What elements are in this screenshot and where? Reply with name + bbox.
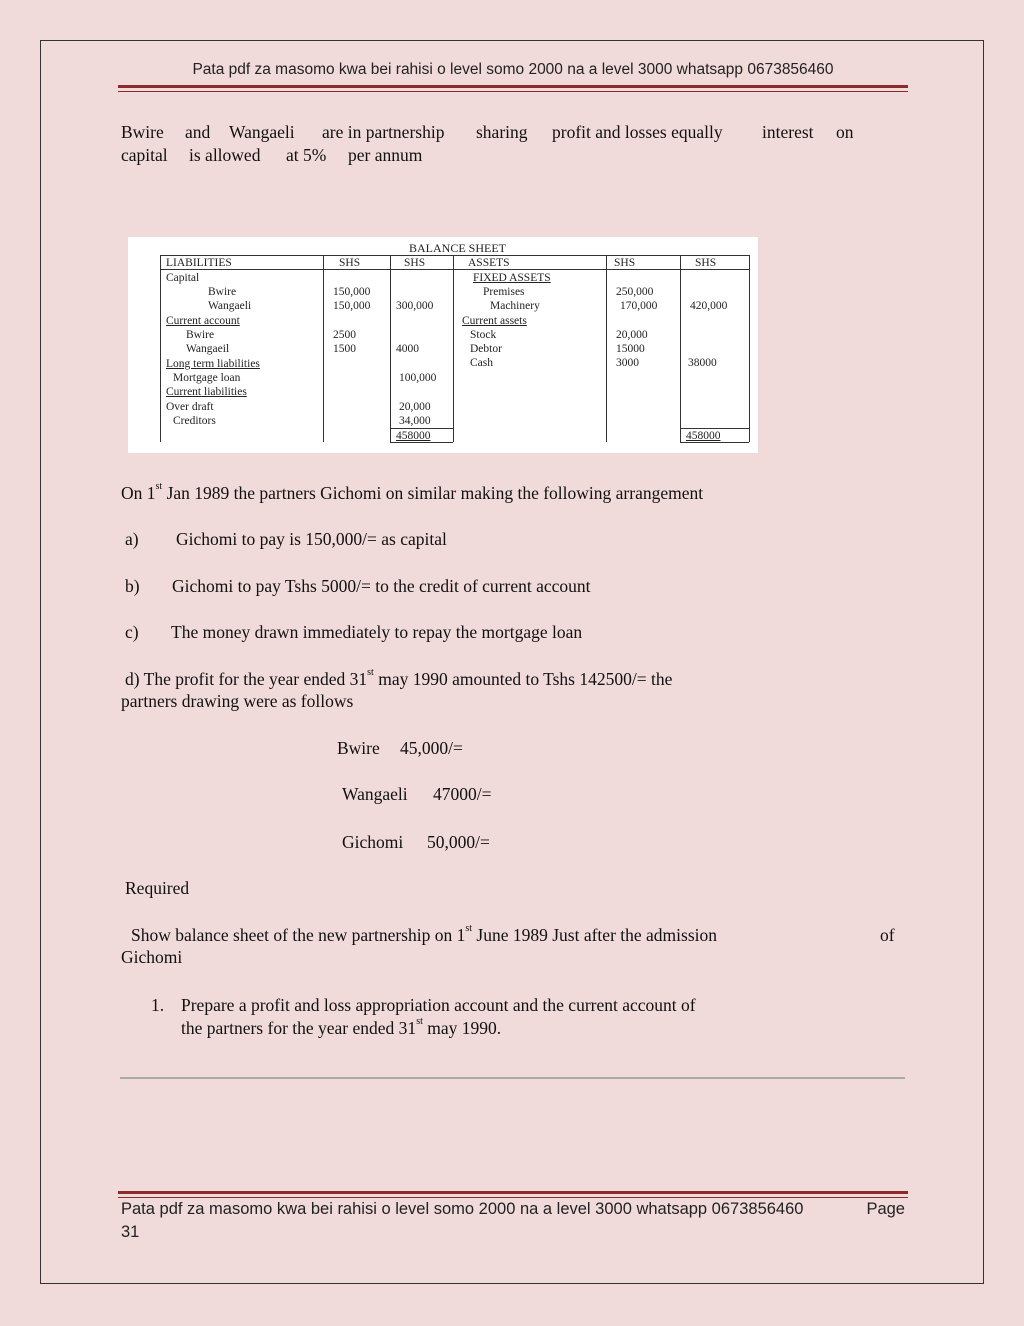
long-term-label: Long term liabilities	[166, 358, 260, 370]
intro-word: at 5%	[286, 145, 327, 165]
drawing-amount: 50,000/=	[427, 832, 490, 852]
current-account-label: Current account	[166, 315, 240, 327]
header-assets: ASSETS	[468, 257, 510, 269]
balance-sheet-title: BALANCE SHEET	[409, 241, 506, 255]
machinery-label: Machinery	[490, 300, 540, 312]
creditors-value: 34,000	[399, 415, 431, 427]
intro-word: per annum	[348, 145, 423, 165]
table-divider	[680, 255, 681, 442]
drawing-amount: 47000/=	[433, 784, 492, 804]
premises-label: Premises	[483, 286, 525, 298]
debtor-label: Debtor	[470, 343, 502, 355]
intro-word: interest	[762, 122, 814, 142]
intro-word: capital	[121, 145, 168, 165]
cash-value: 3000	[616, 357, 639, 369]
intro-word: are in partnership	[322, 122, 445, 142]
item-b-label: b)	[125, 576, 140, 596]
capital-wangaeli-value: 150,000	[333, 300, 371, 312]
table-border	[160, 255, 161, 442]
current-assets-total: 38000	[688, 357, 717, 369]
drawing-name: Bwire	[337, 738, 380, 758]
intro-word: on	[836, 122, 854, 142]
show-line1: Show balance sheet of the new partnership on 1st June 1989 Just after the admission	[131, 923, 717, 945]
header-shs: SHS	[404, 257, 426, 269]
content-end-rule	[120, 1077, 905, 1079]
header-rule-thin	[118, 91, 908, 92]
intro-word: Bwire	[121, 122, 164, 142]
intro-word: profit and losses equally	[552, 122, 723, 142]
drawing-name: Gichomi	[342, 832, 404, 852]
overdraft-value: 20,000	[399, 401, 431, 413]
page-number: 31	[121, 1223, 140, 1241]
header-liabilities: LIABILITIES	[166, 257, 232, 269]
capital-wangaeli: Wangaeli	[208, 300, 252, 312]
table-divider	[606, 255, 607, 442]
list-item-line2: the partners for the year ended 31st may 1990.	[181, 1016, 502, 1038]
show-of: of	[880, 925, 895, 945]
show-line2: Gichomi	[121, 947, 183, 967]
stock-label: Stock	[470, 329, 497, 341]
header-rule	[118, 85, 908, 88]
capital-total: 300,000	[396, 300, 434, 312]
list-item-line1: Prepare a profit and loss appropriation account and the current account of	[181, 995, 696, 1015]
table-header-rule	[160, 269, 750, 270]
item-a-label: a)	[125, 529, 139, 549]
paragraph-arrangement: On 1st Jan 1989 the partners Gichomi on similar making the following arrangement	[121, 481, 704, 503]
list-number: 1.	[151, 995, 165, 1015]
footer-page-word: Page	[866, 1200, 905, 1218]
capital-bwire: Bwire	[208, 286, 237, 298]
table-divider	[453, 255, 454, 442]
premises-value: 250,000	[616, 286, 654, 298]
liabilities-total: 458000	[396, 430, 431, 442]
drawing-name: Wangaeli	[342, 784, 408, 804]
debtor-value: 15000	[616, 343, 645, 355]
capital-bwire-value: 150,000	[333, 286, 371, 298]
required-heading: Required	[125, 878, 190, 898]
header-shs: SHS	[339, 257, 361, 269]
intro-word: is allowed	[189, 145, 261, 165]
page-footer	[121, 1198, 911, 1244]
fixed-assets-total: 420,000	[690, 300, 728, 312]
intro-word: and	[185, 122, 211, 142]
ca-bwire: Bwire	[186, 329, 215, 341]
item-a-text: Gichomi to pay is 150,000/= as capital	[176, 529, 447, 549]
table-border	[749, 255, 750, 442]
ca-total: 4000	[396, 343, 419, 355]
footer-rule	[118, 1191, 908, 1194]
page-header: Pata pdf za masomo kwa bei rahisi o level somo 2000 na a level 3000 whatsapp 0673856460	[192, 61, 834, 78]
overdraft-label: Over draft	[166, 401, 214, 413]
ca-bwire-value: 2500	[333, 329, 356, 341]
item-c-label: c)	[125, 622, 139, 642]
mortgage-label: Mortgage loan	[173, 372, 241, 384]
mortgage-value: 100,000	[399, 372, 437, 384]
machinery-value: 170,000	[620, 300, 658, 312]
capital-label: Capital	[166, 272, 200, 284]
table-divider	[323, 255, 324, 442]
intro-word: Wangaeli	[229, 122, 295, 142]
page-frame	[40, 40, 984, 1284]
fixed-assets-label: FIXED ASSETS	[473, 272, 551, 284]
table-divider	[390, 255, 391, 442]
cash-label: Cash	[470, 357, 493, 369]
drawing-amount: 45,000/=	[400, 738, 463, 758]
item-c-text: The money drawn immediately to repay the mortgage loan	[171, 622, 583, 642]
balance-sheet-table	[128, 237, 758, 453]
creditors-label: Creditors	[173, 415, 216, 427]
table-top-rule	[160, 255, 750, 256]
item-b-text: Gichomi to pay Tshs 5000/= to the credit of current account	[172, 576, 591, 596]
ca-wangaeli: Wangaeil	[186, 343, 230, 355]
header-shs: SHS	[695, 257, 717, 269]
current-liabilities-label: Current liabilities	[166, 386, 247, 398]
item-d-line1: d) The profit for the year ended 31st may 1990 amounted to Tshs 142500/= the	[125, 667, 673, 689]
assets-total: 458000	[686, 430, 721, 442]
current-assets-label: Current assets	[462, 315, 527, 327]
stock-value: 20,000	[616, 329, 648, 341]
ca-wangaeli-value: 1500	[333, 343, 356, 355]
footer-text: Pata pdf za masomo kwa bei rahisi o level somo 2000 na a level 3000 whatsapp 0673856460	[121, 1200, 804, 1218]
item-d-line2: partners drawing were as follows	[121, 691, 354, 711]
intro-word: sharing	[476, 122, 528, 142]
header-shs: SHS	[614, 257, 636, 269]
